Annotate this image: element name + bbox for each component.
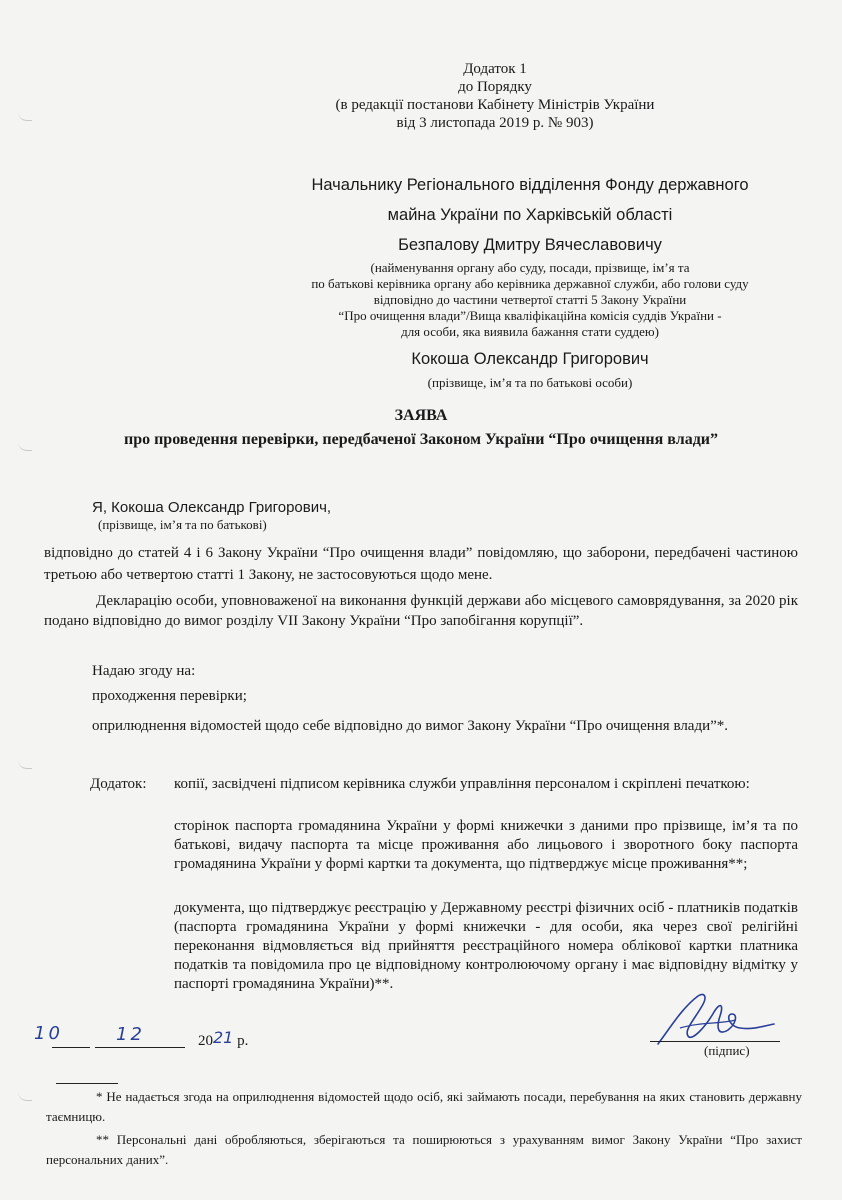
footnote-separator <box>56 1083 118 1084</box>
applicant-name: Кокоша Олександр Григорович <box>411 350 649 368</box>
intro-hint: (прізвище, ім’я та по батькові) <box>98 517 267 532</box>
hint-line: відповідно до частини четвертої статті 5 Закону України <box>373 292 687 307</box>
date-year-prefix: 20 <box>198 1033 213 1049</box>
consent-item: проходження перевірки; <box>92 688 247 704</box>
applicant-hint: (прізвище, ім’я та по батькові особи) <box>427 375 633 390</box>
annex-line: від 3 листопада 2019 р. № 903) <box>396 115 594 131</box>
scan-margin-mark <box>18 112 32 121</box>
footnote-1: * Не надається згода на оприлюднення відомостей щодо осіб, які займають посади, перебування на яких становить державну таємницю. <box>46 1089 802 1124</box>
addressee-line: Начальнику Регіонального відділення Фонду державного <box>311 176 749 194</box>
intro-line: Я, Кокоша Олександр Григорович, <box>92 499 332 516</box>
paragraph-1: відповідно до статей 4 і 6 Закону України “Про очищення влади” повідомляю, що заборони, передбачені частиною третьою або четвертою статті 1 Закону, не застосовуються щодо мене. <box>44 545 798 583</box>
annex-line: до Порядку <box>458 79 532 95</box>
hint-line: (найменування органу або суду, посади, прізвище, ім’я та <box>370 260 690 275</box>
addressee-hint <box>260 260 800 340</box>
signature-label: (підпис) <box>704 1043 750 1058</box>
date-year <box>198 1028 249 1050</box>
hint-line: для особи, яка виявила бажання стати суддею) <box>401 324 659 339</box>
date-day-underline <box>52 1047 90 1048</box>
annex-line: Додаток 1 <box>463 61 527 77</box>
scan-margin-mark <box>18 760 32 769</box>
date-day: 10 <box>34 1023 63 1044</box>
addressee-name: Безпалову Дмитру Вячеславовичу <box>398 236 662 254</box>
date-year-suffix: 21 <box>213 1028 234 1047</box>
attachment-label: Додаток: <box>90 776 147 792</box>
attachment-intro: копії, засвідчені підписом керівника служби управління персоналом і скріплені печаткою: <box>174 776 750 792</box>
annex-header <box>330 60 660 132</box>
annex-line: (в редакції постанови Кабінету Міністрів України <box>335 97 655 113</box>
consent-label: Надаю згоду на: <box>92 663 196 679</box>
attachment-item: документа, що підтверджує реєстрацію у Державному реєстрі фізичних осіб - платників податків (паспорта громадянина України у формі книжечки - для особи, яка через свої релігійні переконання відмовляється від прийняття реєстраційного номера облікової картки платника податків та повідомила про це відповідному контролюючому органу і має відповідну відмітку у паспорті громадянина України)**. <box>174 900 798 992</box>
date-month-underline <box>95 1047 185 1048</box>
document-subtitle: про проведення перевірки, передбаченої Законом України “Про очищення влади” <box>123 431 719 448</box>
footnote-2: ** Персональні дані обробляються, зберігаються та поширюються з урахуванням вимог Закону України “Про захист персональних даних”. <box>46 1132 802 1167</box>
attachment-item: сторінок паспорта громадянина України у формі книжечки з даними про прізвище, ім’я та по батькові, видачу паспорта та місце проживання або лицьового і зворотного боку паспорта громадянина України у формі картки та документа, що підтверджує місце проживання**; <box>174 818 798 872</box>
document-title: ЗАЯВА <box>394 407 448 424</box>
date-year-end: р. <box>237 1033 249 1049</box>
hint-line: по батькові керівника органу або керівника державної служби, або голови суду <box>311 276 749 291</box>
signature-underline <box>650 1041 780 1042</box>
addressee-line: майна України по Харківській області <box>387 206 673 224</box>
hint-line: “Про очищення влади”/Вища кваліфікаційна комісія суддів України - <box>338 308 722 323</box>
consent-item: оприлюднення відомостей щодо себе відповідно до вимог Закону України “Про очищення влади”*. <box>92 718 729 734</box>
paragraph-2: Декларацію особи, уповноваженої на виконання функцій держави або місцевого самоврядування, за 2020 рік подано відповідно до вимог розділу VII Закону України “Про запобігання корупції”. <box>44 593 798 629</box>
date-month: 12 <box>116 1024 145 1045</box>
scan-margin-mark <box>18 1092 32 1101</box>
